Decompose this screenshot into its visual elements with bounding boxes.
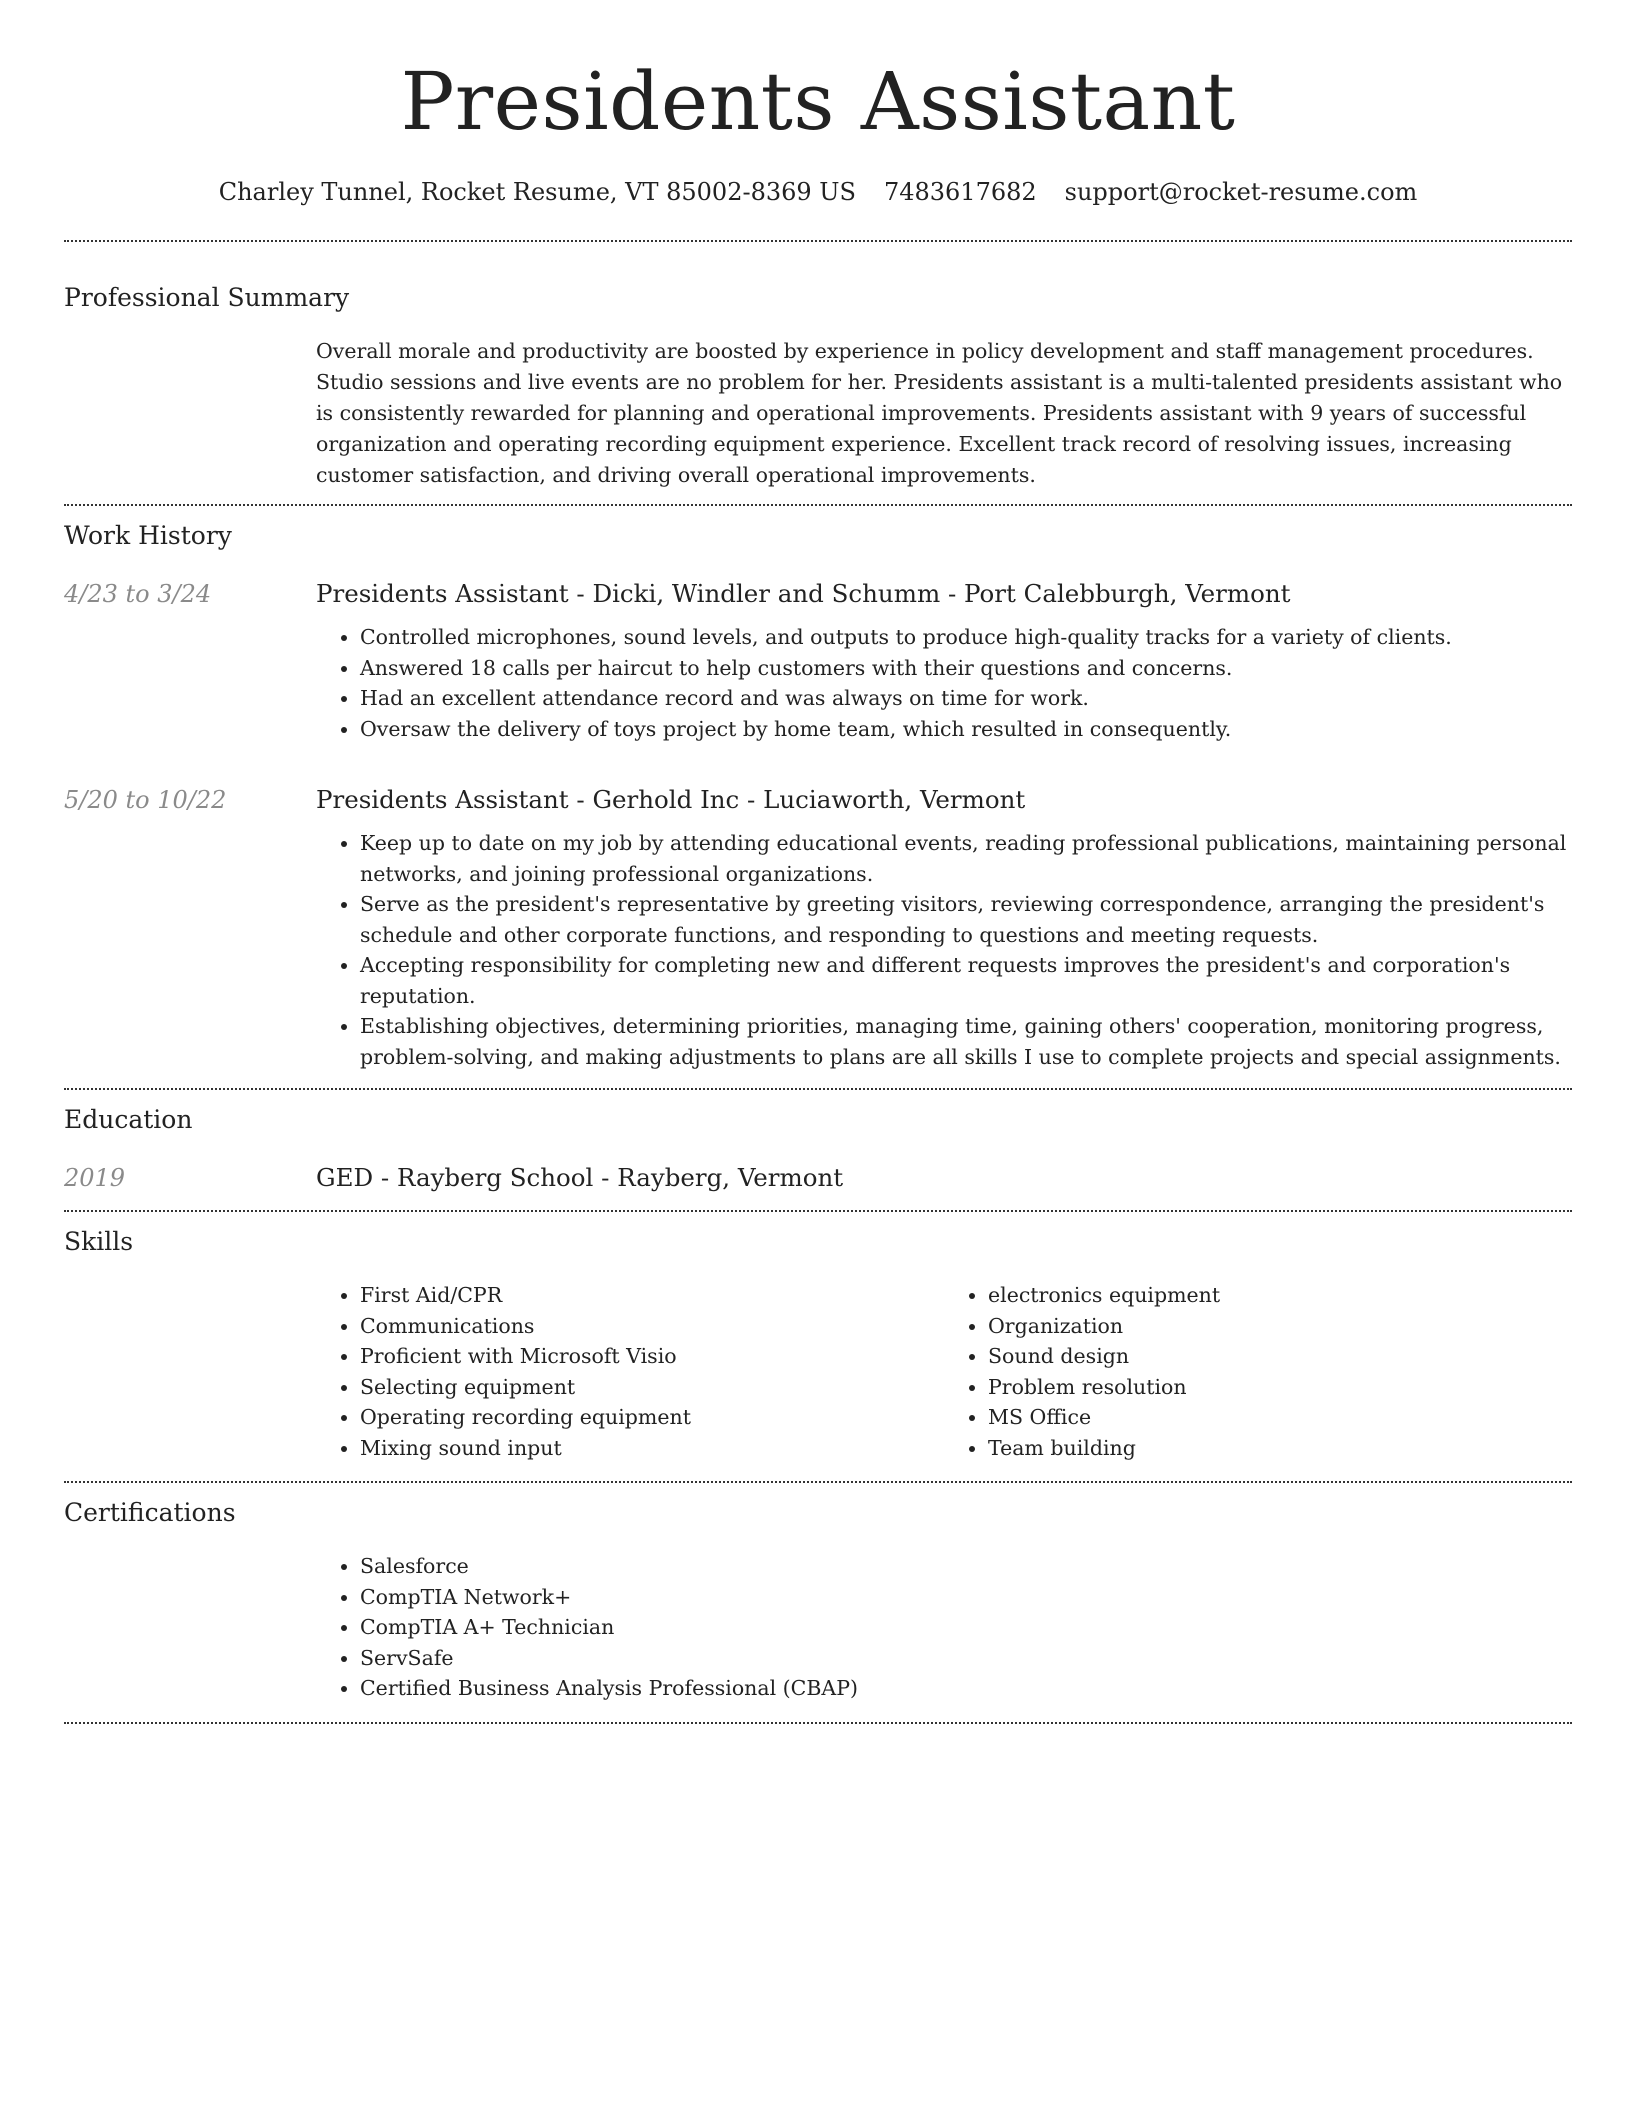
job-heading: Presidents Assistant - Dicki, Windler and Schumm - Port Calebburgh, Vermont: [316, 579, 1291, 608]
job-bullets: [316, 828, 1572, 1072]
list-item: • Mixing sound input: [360, 1433, 944, 1464]
list-item: • CompTIA A+ Technician: [360, 1612, 1572, 1643]
divider: [64, 1210, 1572, 1212]
divider: [64, 240, 1572, 242]
divider: [64, 1481, 1572, 1483]
list-item: • MS Office: [988, 1402, 1572, 1433]
list-item: • Certified Business Analysis Professional (CBAP): [360, 1673, 1572, 1704]
education-heading: GED - Rayberg School - Rayberg, Vermont: [316, 1163, 844, 1192]
section-work-history: [64, 520, 1572, 1072]
section-skills: [64, 1226, 1572, 1463]
section-title: Work History: [64, 521, 232, 550]
section-title: Professional Summary: [64, 283, 350, 312]
skills-list-right: [944, 1280, 1572, 1463]
list-item: • electronics equipment: [988, 1280, 1572, 1311]
summary-text: Overall morale and productivity are boosted by experience in policy development and staff management procedures. Studio sessions and live events are no problem for her. Presidents assistant is a multi-talented presidents assistant who is consistently rewarded for planning and operational improvements. Presidents assistant with 9 years of successful organization and operating recording equipment experience. Excellent track record of resolving issues, increasing customer satisfaction, and driving overall operational improvements.: [316, 339, 1563, 487]
section-title: Certifications: [64, 1498, 236, 1527]
contact-email: support@rocket-resume.com: [1064, 178, 1418, 206]
list-item: • Operating recording equipment: [360, 1402, 944, 1433]
list-item: • Oversaw the delivery of toys project by home team, which resulted in consequently.: [360, 714, 1572, 745]
section-certifications: [64, 1497, 1572, 1704]
contact-address: Charley Tunnel, Rocket Resume, VT 85002-8369 US: [218, 178, 856, 206]
job-dates: 5/20 to 10/22: [64, 786, 227, 814]
list-item: • Had an excellent attendance record and was always on time for work.: [360, 683, 1572, 714]
list-item: • Problem resolution: [988, 1372, 1572, 1403]
list-item: • CompTIA Network+: [360, 1582, 1572, 1613]
skills-list-left: [316, 1280, 944, 1463]
list-item: • Communications: [360, 1311, 944, 1342]
list-item: • Controlled microphones, sound levels, and outputs to produce high-quality tracks for a variety of clients.: [360, 622, 1572, 653]
list-item: • ServSafe: [360, 1643, 1572, 1674]
contact-phone: 7483617682: [883, 178, 1037, 206]
list-item: • Answered 18 calls per haircut to help customers with their questions and concerns.: [360, 653, 1572, 684]
certifications-list: [316, 1551, 1572, 1704]
list-item: • Organization: [988, 1311, 1572, 1342]
job-heading: Presidents Assistant - Gerhold Inc - Luciaworth, Vermont: [316, 785, 1026, 814]
education-entry: [64, 1162, 1572, 1194]
job-entry: [64, 578, 1572, 744]
list-item: • First Aid/CPR: [360, 1280, 944, 1311]
list-item: • Selecting equipment: [360, 1372, 944, 1403]
list-item: • Sound design: [988, 1341, 1572, 1372]
resume-page: [64, 0, 1572, 1724]
divider: [64, 1722, 1572, 1724]
divider: [64, 504, 1572, 506]
section-education: [64, 1104, 1572, 1194]
list-item: • Salesforce: [360, 1551, 1572, 1582]
education-date: 2019: [64, 1164, 126, 1192]
resume-name: Presidents Assistant: [400, 55, 1236, 148]
list-item: • Accepting responsibility for completing new and different requests improves the president's and corporation's reputation.: [360, 950, 1572, 1011]
section-title: Skills: [64, 1227, 134, 1256]
list-item: • Keep up to date on my job by attending educational events, reading professional publications, maintaining personal networks, and joining professional organizations.: [360, 828, 1572, 889]
job-entry: [64, 784, 1572, 1072]
list-item: • Serve as the president's representative by greeting visitors, reviewing correspondence, arranging the president's schedule and other corporate functions, and responding to questions and meeting requests.: [360, 889, 1572, 950]
divider: [64, 1088, 1572, 1090]
contact-line: [64, 176, 1572, 208]
list-item: • Establishing objectives, determining priorities, managing time, gaining others' cooperation, monitoring progress, problem-solving, and making adjustments to plans are all skills I use to complete projects and special assignments.: [360, 1011, 1572, 1072]
job-bullets: [316, 622, 1572, 744]
list-item: • Proficient with Microsoft Visio: [360, 1341, 944, 1372]
job-dates: 4/23 to 3/24: [64, 580, 212, 608]
section-title: Education: [64, 1105, 193, 1134]
section-summary: [64, 282, 1572, 491]
list-item: • Team building: [988, 1433, 1572, 1464]
